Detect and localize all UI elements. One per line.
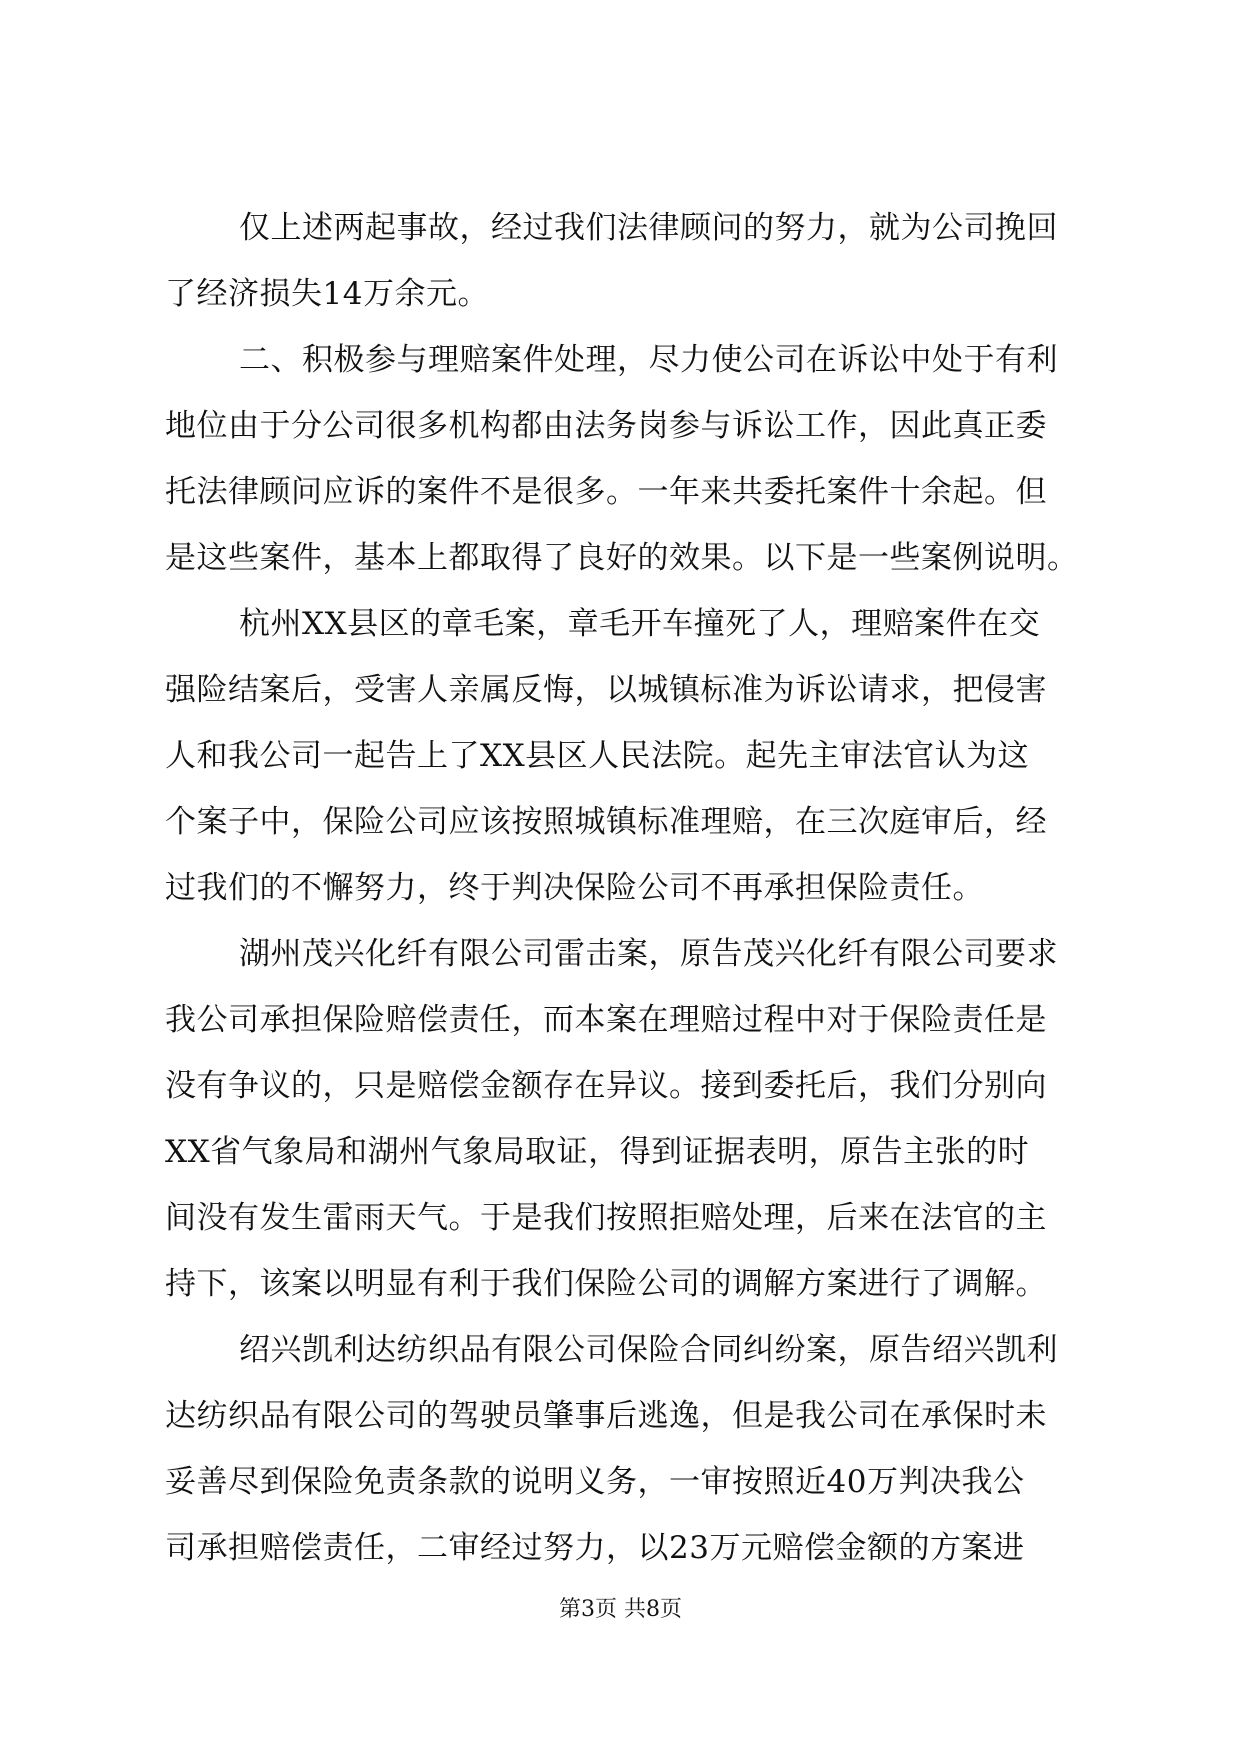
text-line xyxy=(0,791,1241,853)
text-line xyxy=(0,395,1241,457)
line-text: 我公司承担保险赔偿责任，而本案在理赔过程中对于保险责任是 xyxy=(165,1002,1047,1038)
line-text: 人和我公司一起告上了XX县区人民法院。起先主审法官认为这 xyxy=(165,738,1030,774)
line-text: 强险结案后，受害人亲属反悔，以城镇标准为诉讼请求，把侵害 xyxy=(165,672,1047,708)
text-line xyxy=(0,923,1241,985)
line-text: 是这些案件，基本上都取得了良好的效果。以下是一些案例说明。 xyxy=(165,540,1079,576)
line-text: 司承担赔偿责任，二审经过努力，以23万元赔偿金额的方案进 xyxy=(165,1530,1025,1566)
line-text: 地位由于分公司很多机构都由法务岗参与诉讼工作，因此真正委 xyxy=(165,408,1047,444)
text-line xyxy=(0,1451,1241,1513)
text-line xyxy=(0,659,1241,721)
text-line xyxy=(0,1121,1241,1183)
line-text: 没有争议的，只是赔偿金额存在异议。接到委托后，我们分别向 xyxy=(165,1068,1047,1104)
line-text: 妥善尽到保险免责条款的说明义务，一审按照近40万判决我公 xyxy=(165,1464,1025,1500)
text-line xyxy=(0,461,1241,523)
text-line xyxy=(0,263,1241,325)
line-text: 持下，该案以明显有利于我们保险公司的调解方案进行了调解。 xyxy=(165,1266,1047,1302)
line-text: 达纺织品有限公司的驾驶员肇事后逃逸，但是我公司在承保时未 xyxy=(165,1398,1047,1434)
text-line xyxy=(0,1187,1241,1249)
line-text: 了经济损失14万余元。 xyxy=(165,276,489,312)
text-line xyxy=(0,197,1241,259)
line-text: 湖州茂兴化纤有限公司雷击案，原告茂兴化纤有限公司要求 xyxy=(239,936,1058,972)
line-text: XX省气象局和湖州气象局取证，得到证据表明，原告主张的时 xyxy=(165,1134,1030,1170)
line-text: 二、积极参与理赔案件处理，尽力使公司在诉讼中处于有利 xyxy=(239,342,1058,378)
line-text: 仅上述两起事故，经过我们法律顾问的努力，就为公司挽回 xyxy=(239,210,1058,246)
text-line xyxy=(0,989,1241,1051)
line-text: 托法律顾问应诉的案件不是很多。一年来共委托案件十余起。但 xyxy=(165,474,1047,510)
line-text: 间没有发生雷雨天气。于是我们按照拒赔处理，后来在法官的主 xyxy=(165,1200,1047,1236)
text-line xyxy=(0,1385,1241,1447)
text-line xyxy=(0,527,1241,589)
text-line xyxy=(0,329,1241,391)
line-text: 个案子中，保险公司应该按照城镇标准理赔，在三次庭审后，经 xyxy=(165,804,1047,840)
text-line xyxy=(0,1055,1241,1117)
line-text: 过我们的不懈努力，终于判决保险公司不再承担保险责任。 xyxy=(165,870,984,906)
text-line xyxy=(0,857,1241,919)
text-line xyxy=(0,1319,1241,1381)
line-text: 绍兴凯利达纺织品有限公司保险合同纠纷案，原告绍兴凯利 xyxy=(239,1332,1058,1368)
text-line xyxy=(0,1517,1241,1579)
text-line xyxy=(0,593,1241,655)
text-line xyxy=(0,1253,1241,1315)
text-line xyxy=(0,725,1241,787)
page-number-footer: 第3页 共8页 xyxy=(559,1597,682,1622)
line-text: 杭州XX县区的章毛案，章毛开车撞死了人，理赔案件在交 xyxy=(239,606,1041,642)
